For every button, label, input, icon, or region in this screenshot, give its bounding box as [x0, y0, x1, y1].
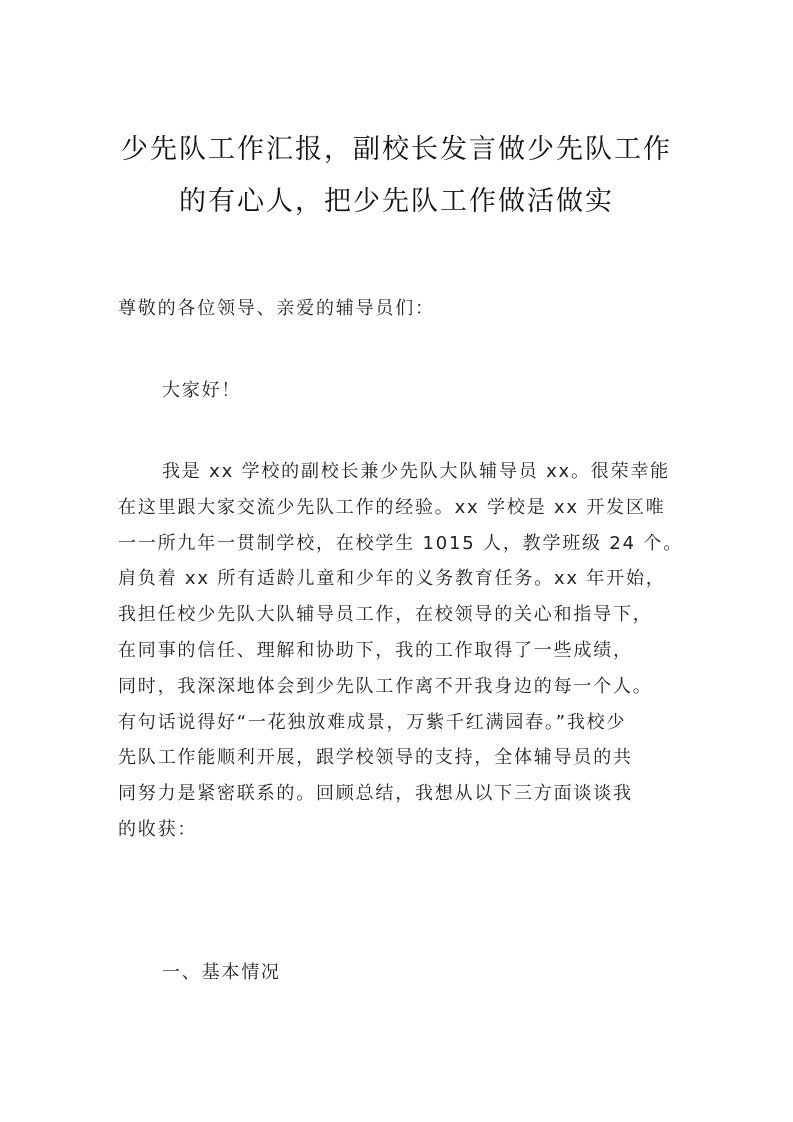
- title-line-1: 少先队工作汇报，副校长发言做少先队工作: [121, 134, 672, 165]
- paragraph-line: 在这里跟大家交流少先队工作的经验。xx 学校是 xx 开发区唯: [118, 496, 666, 518]
- paragraph-line: 有句话说得好“一花独放难成景，万紫千红满园春。”我校少: [118, 711, 627, 733]
- paragraph-line: 先队工作能顺利开展，跟学校领导的支持，全体辅导员的共: [118, 747, 633, 769]
- title-line-2: 的有心人，把少先队工作做活做实: [179, 186, 614, 217]
- paragraph-line: 在同事的信任、理解和协助下，我的工作取得了一些成绩，: [118, 639, 633, 661]
- section-heading: 一、基本情况: [162, 962, 281, 983]
- intro-paragraph: [118, 454, 683, 848]
- salutation: 尊敬的各位领导、亲爱的辅导员们：: [118, 298, 435, 319]
- paragraph-line: 肩负着 xx 所有适龄儿童和少年的义务教育任务。xx 年开始，: [118, 568, 666, 590]
- document-title: [100, 124, 693, 228]
- paragraph-line: 同时，我深深地体会到少先队工作离不开我身边的每一个人。: [118, 675, 653, 697]
- paragraph-line: 我是 xx 学校的副校长兼少先队大队辅导员 xx。很荣幸能: [162, 461, 670, 482]
- greeting: 大家好！: [162, 380, 242, 401]
- paragraph-line: 一一所九年一贯制学校，在校学生 1015 人，教学班级 24 个。: [118, 532, 683, 554]
- paragraph-line: 的收获：: [118, 818, 198, 840]
- paragraph-line: 同努力是紧密联系的。回顾总结，我想从以下三方面谈谈我: [118, 783, 633, 805]
- paragraph-line: 我担任校少先队大队辅导员工作，在校领导的关心和指导下，: [118, 604, 653, 626]
